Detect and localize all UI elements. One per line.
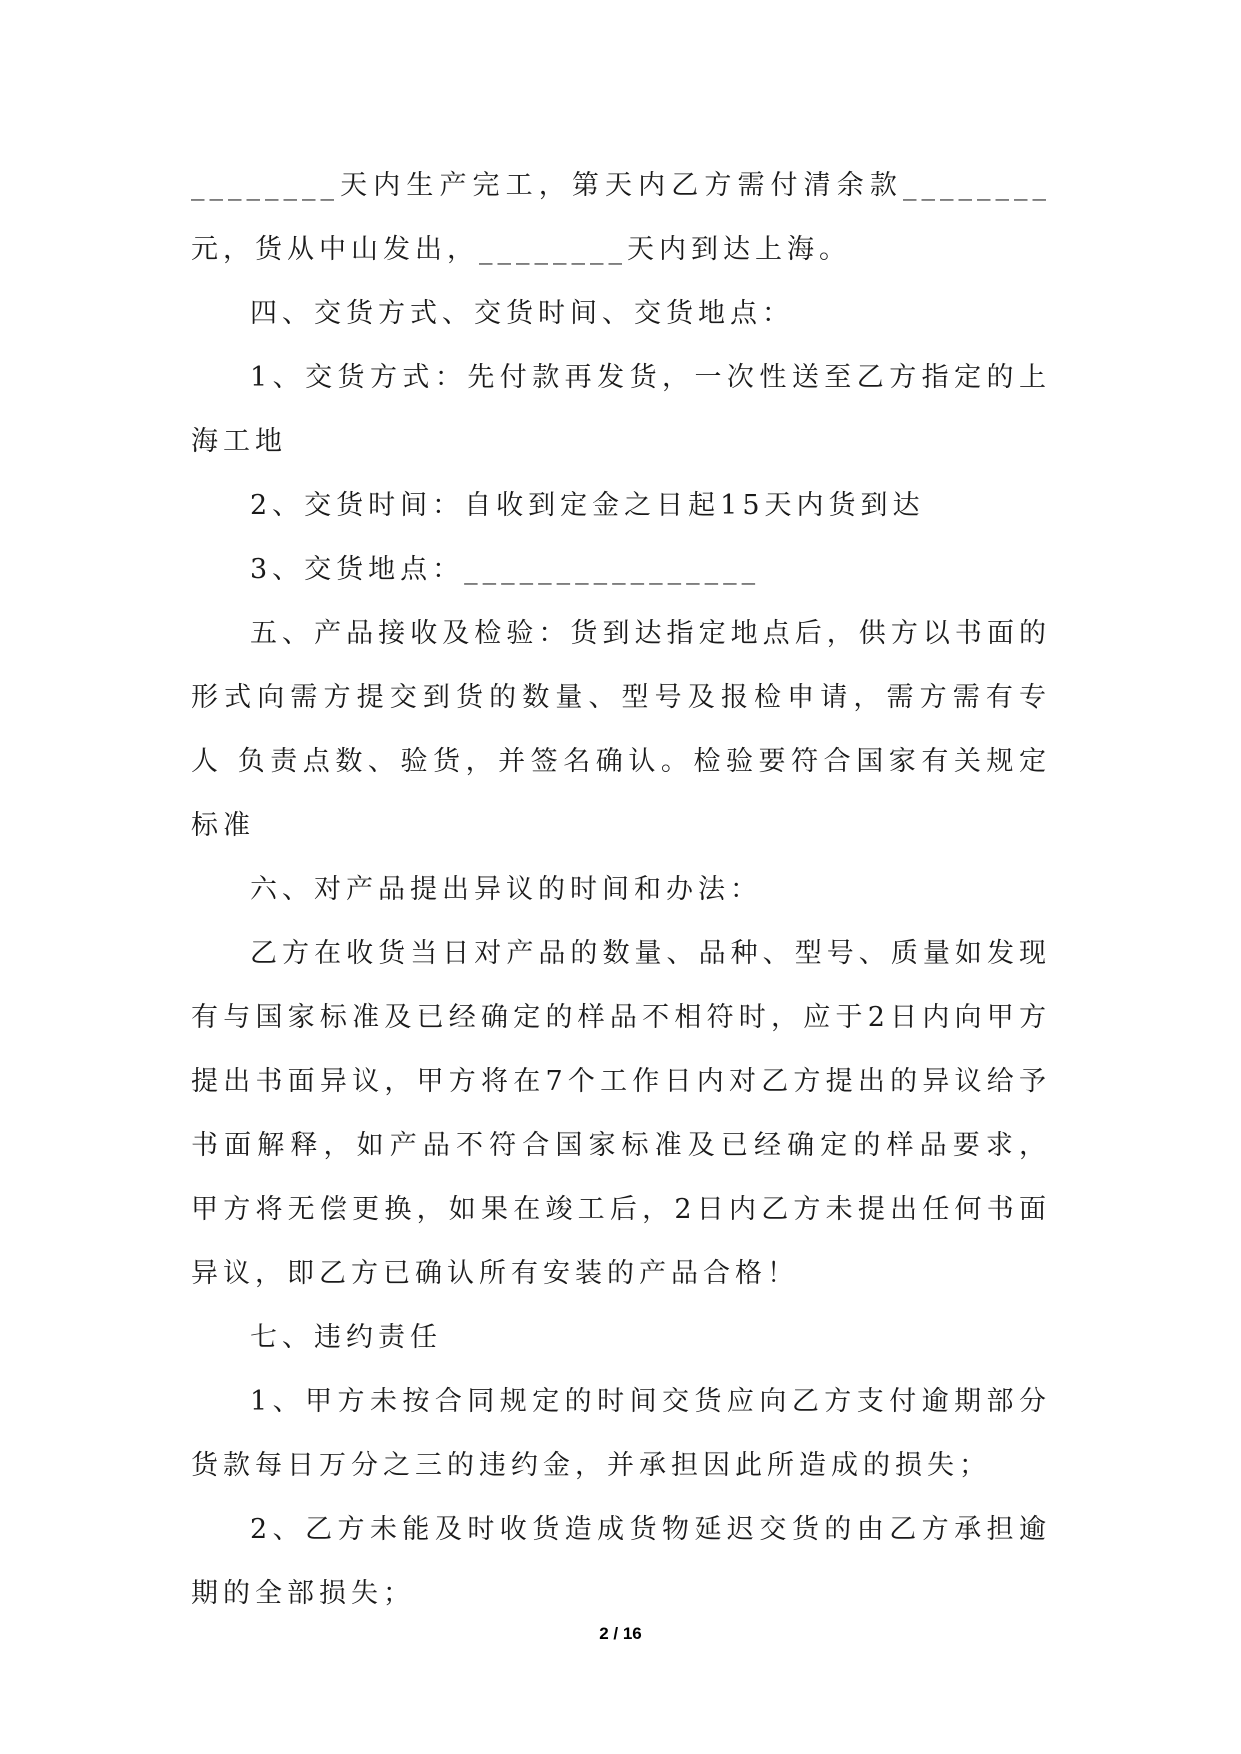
heading-objection-procedure: 六、对产品提出异议的时间和办法： bbox=[250, 874, 762, 905]
paragraph-delivery-location: 3、交货地点：________________ bbox=[250, 554, 761, 585]
paragraph-objection-details: 乙方在收货当日对产品的数量、品种、型号、质量如发现有与国家标准及已经确定的样品不相符时，应于2日内向甲方提出书面异议，甲方将在7个工作日内对乙方提出的异议给予书面解释，如产品不符合国家标准及已经确定的样品要求，甲方将无偿更换，如果在竣工后，2日内乙方未提出任何书面异议，即乙方已确认所有安装的产品合格！ bbox=[191, 938, 1051, 1289]
heading-delivery-terms: 四、交货方式、交货时间、交货地点： bbox=[250, 298, 794, 329]
paragraph-delivery-schedule: ________天内生产完工，第天内乙方需付清余款________元，货从中山发出，________天内到达上海。 bbox=[191, 170, 1051, 265]
paragraph-breach-party-b: 2、乙方未能及时收货造成货物延迟交货的由乙方承担逾期的全部损失； bbox=[191, 1514, 1051, 1609]
page-number: 2 / 16 bbox=[599, 1624, 642, 1643]
paragraph-delivery-time: 2、交货时间：自收到定金之日起15天内货到达 bbox=[250, 490, 925, 521]
paragraph-receipt-inspection: 五、产品接收及检验：货到达指定地点后，供方以书面的形式向需方提交到货的数量、型号及报检申请，需方需有专人 负责点数、验货，并签名确认。检验要符合国家有关规定标准 bbox=[191, 618, 1051, 841]
heading-breach-liability: 七、违约责任 bbox=[250, 1322, 442, 1353]
document-body bbox=[191, 154, 1051, 1626]
paragraph-breach-party-a: 1、甲方未按合同规定的时间交货应向乙方支付逾期部分货款每日万分之三的违约金，并承担因此所造成的损失； bbox=[191, 1386, 1051, 1481]
paragraph-delivery-method: 1、交货方式：先付款再发货，一次性送至乙方指定的上海工地 bbox=[191, 362, 1051, 457]
